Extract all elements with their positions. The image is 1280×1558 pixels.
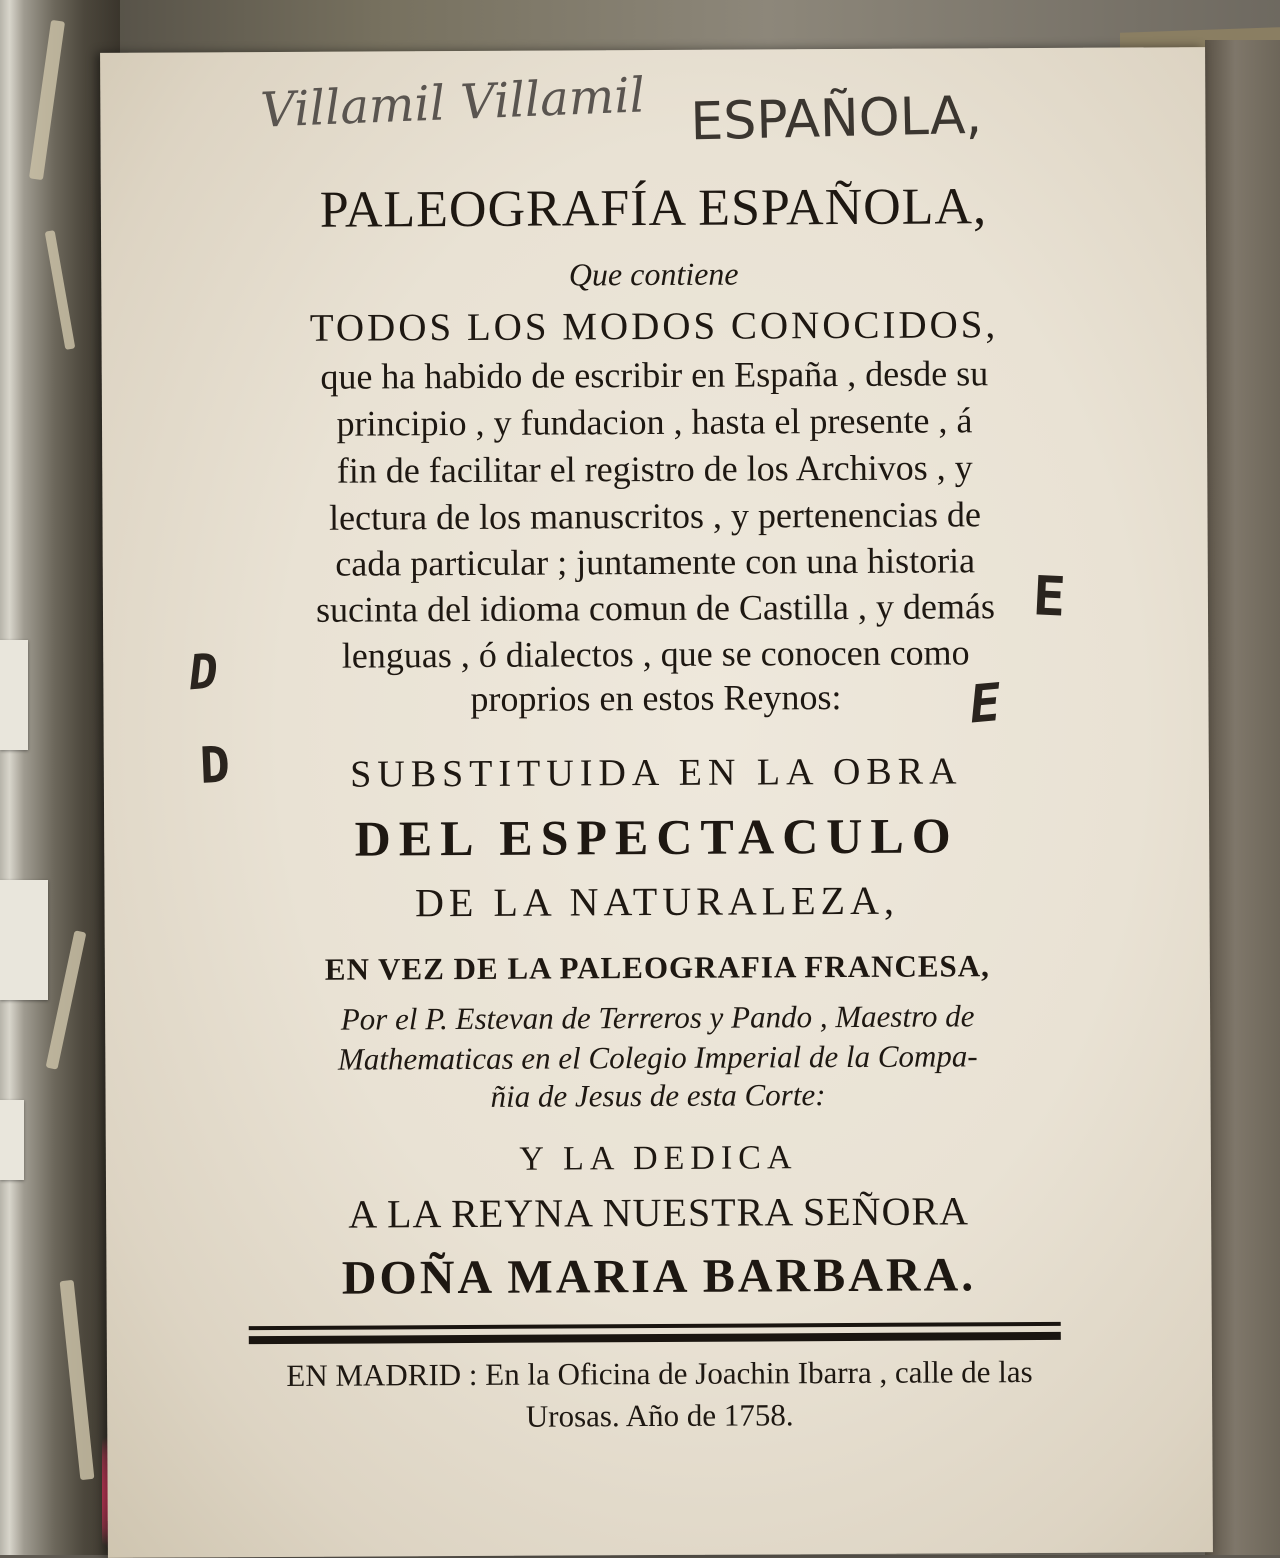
author-line: ñia de Jesus de esta Corte: — [490, 1077, 826, 1114]
body-line: sucinta del idioma comun de Castilla , y demás — [315, 586, 996, 630]
author-line: Por el P. Estevan de Terreros y Pando , Maestro de — [340, 998, 975, 1037]
que-contiene: Que contiene — [568, 255, 739, 293]
obra-line-4: EN VEZ DE LA PALEOGRAFIA FRANCESA, — [324, 948, 990, 987]
body-line: que ha habido de escribir en España , desde su — [320, 353, 989, 397]
dedication-line-2: A LA REYNA NUESTRA SEÑORA — [348, 1188, 970, 1237]
stamp-letter: D — [198, 735, 232, 795]
handwritten-name: Villamil Villamil — [259, 67, 646, 139]
body-line: fin de facilitar el registro de los Archivos , y — [336, 447, 973, 491]
obra-line-2: DEL ESPECTACULO — [354, 807, 959, 867]
obra-line-1: SUBSTITUIDA EN LA OBRA — [350, 750, 963, 796]
stamp-letter: D — [187, 643, 221, 702]
obra-line-3: DE LA NATURALEZA, — [414, 877, 900, 926]
main-title: PALEOGRAFÍA ESPAÑOLA, — [319, 178, 988, 239]
stamp-letter: E — [966, 672, 1004, 736]
book-right-edge — [1205, 40, 1280, 1555]
subtitle: TODOS LOS MODOS CONOCIDOS, — [309, 303, 999, 350]
body-line: proprios en estos Reynos: — [470, 677, 842, 719]
imprint-line-1: EN MADRID : En la Oficina de Joachin Ibarra , calle de las — [286, 1354, 1033, 1393]
double-rule-top — [249, 1322, 1061, 1330]
author-line: Mathematicas en el Colegio Imperial de la Compa- — [337, 1038, 978, 1077]
body-line: cada particular ; juntamente con una historia — [335, 540, 976, 584]
dedication-line-1: Y LA DEDICA — [519, 1139, 798, 1178]
body-line: principio , y fundacion , hasta el presente , á — [336, 400, 973, 444]
double-rule-bottom — [249, 1332, 1061, 1344]
body-line: lectura de los manuscritos , y pertenencias de — [329, 494, 981, 538]
body-line: lenguas , ó dialectos , que se conocen como — [341, 632, 970, 676]
dedication-line-3: DOÑA MARIA BARBARA. — [341, 1248, 977, 1305]
imprint-line-2: Urosas. Año de 1758. — [525, 1397, 794, 1434]
stamp-letter: E — [1031, 564, 1067, 629]
title-page — [100, 47, 1213, 1558]
handwritten-title: ESPAÑOLA, — [689, 85, 983, 153]
